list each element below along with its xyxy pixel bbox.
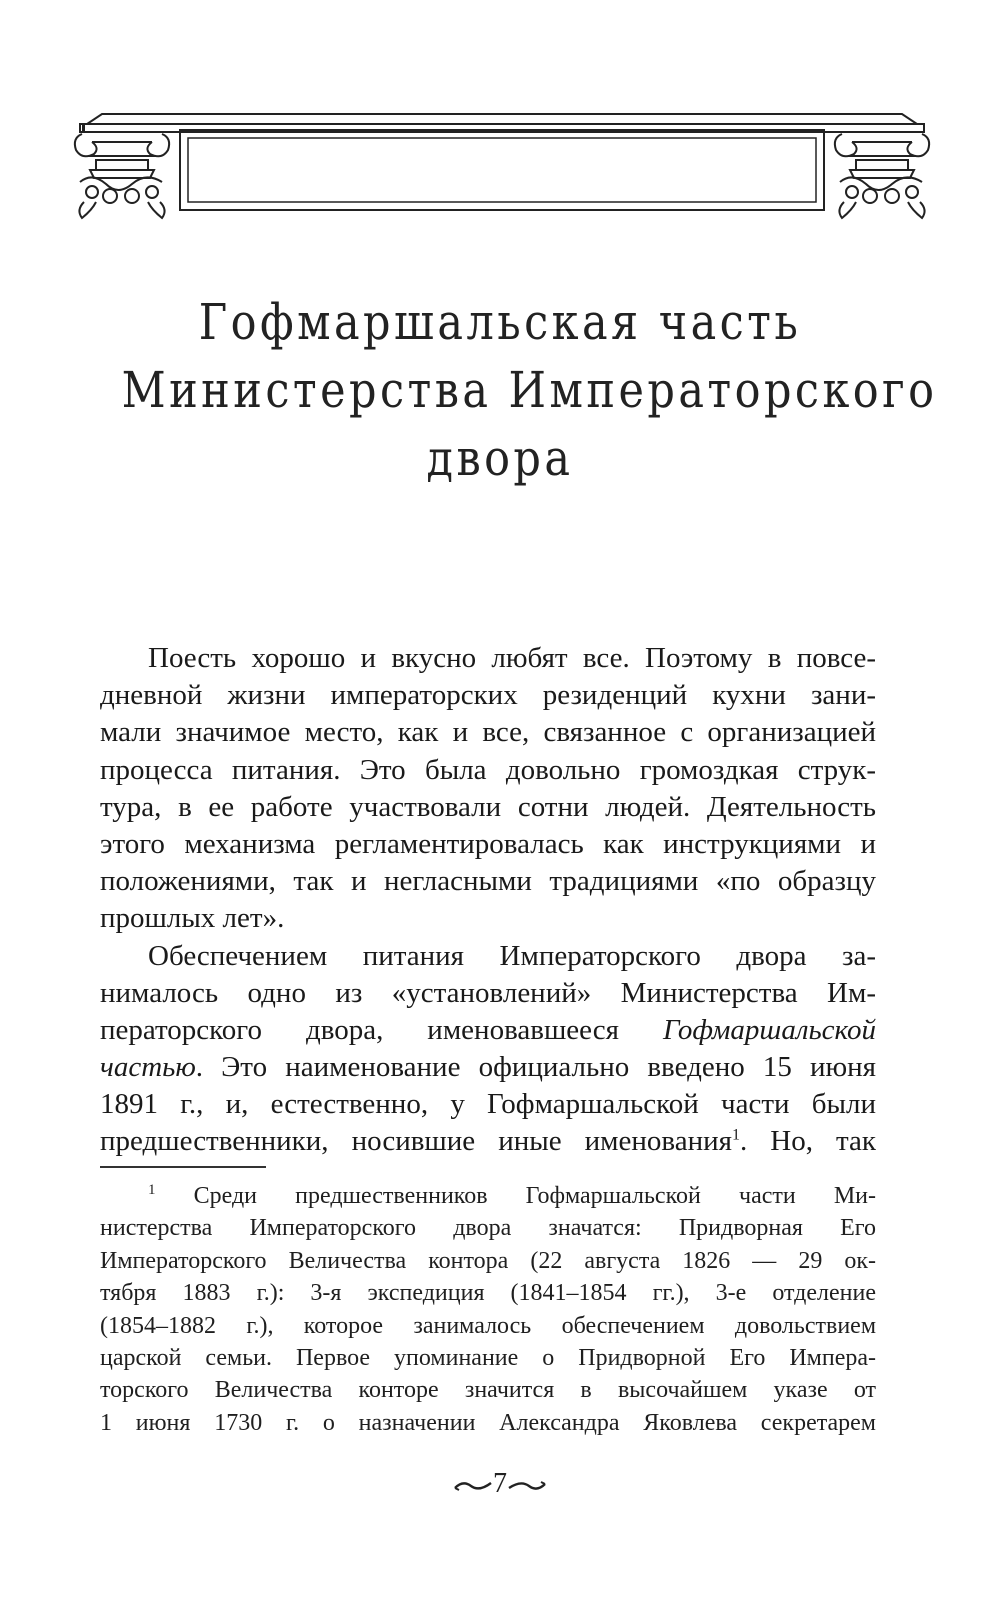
page-number-text: 7 xyxy=(493,1468,507,1499)
footnote-line: Императорского Величества контора (22 августа 1826 — 29 ок- xyxy=(100,1247,876,1274)
footnote-line: царской семьи. Первое упоминание о Придворной Его Импера- xyxy=(100,1344,876,1371)
footnote-line: тября 1883 г.): 3-я экспедиция (1841–1854 гг.), 3-е отделение xyxy=(100,1280,876,1307)
body-line xyxy=(100,1012,876,1049)
body-text-run: . Но, так xyxy=(739,1125,876,1158)
body-line xyxy=(100,1123,876,1160)
page-number xyxy=(0,1468,1000,1500)
tilde-swash-icon xyxy=(507,1478,547,1494)
body-text xyxy=(100,640,876,1161)
footnote-text-run: Среди предшественников Гофмаршальской части Ми- xyxy=(193,1183,876,1209)
body-line: тура, в ее работе участвовали сотни людей. Деятельность xyxy=(100,790,876,823)
footnote xyxy=(100,1180,876,1439)
body-line: нималось одно из «установлений» Министерства Им- xyxy=(100,976,876,1009)
footnote-marker: 1 xyxy=(148,1182,156,1198)
footnote-line: нистерства Императорского двора значатся: Придворная Его xyxy=(100,1215,876,1242)
footnote-reference[interactable]: 1 xyxy=(731,1126,740,1144)
footnote-line xyxy=(100,1180,876,1212)
footnote-line: торского Величества конторе значится в высочайшем указе от xyxy=(100,1377,876,1404)
body-line: мали значимое место, как и все, связанное с организацией xyxy=(100,716,876,749)
body-line: этого механизма регламентировалась как инструкциями и xyxy=(100,827,876,860)
body-line: Обеспечением питания Императорского двора за- xyxy=(148,939,876,972)
footnote-line: (1854–1882 г.), которое занималось обеспечением довольствием xyxy=(100,1312,876,1339)
footnote-divider xyxy=(100,1166,266,1168)
body-line: процесса питания. Это была довольно громоздкая струк- xyxy=(100,753,876,786)
body-line: положениями, так и негласными традициями «по образцу xyxy=(100,865,876,898)
body-text-run: ператорского двора, именовавшееся xyxy=(100,1013,619,1046)
tilde-swash-icon xyxy=(453,1478,493,1494)
footnote-line: 1 июня 1730 г. о назначении Александра Яковлева секретарем xyxy=(100,1409,876,1436)
italic-term: Гофмаршальской xyxy=(662,1013,876,1046)
body-line: Поесть хорошо и вкусно любят все. Поэтому в повсе- xyxy=(148,642,876,674)
chapter-title-line-3: двора xyxy=(426,429,574,487)
body-line: дневной жизни императорских резиденций кухни зани- xyxy=(100,679,876,712)
body-text-run: предшественники, носившие иные именования xyxy=(100,1125,732,1158)
header-ornament-icon xyxy=(62,110,942,235)
chapter-title-line-2: Министерства Императорского xyxy=(121,361,938,419)
body-line: прошлых лет». xyxy=(100,902,285,935)
body-line: 1891 г., и, естественно, у Гофмаршальской части были xyxy=(100,1088,876,1121)
chapter-title xyxy=(121,288,938,492)
body-line xyxy=(100,1049,876,1086)
body-text-run: . Это наименование официально введено 15 июня xyxy=(195,1051,876,1084)
italic-term: частью xyxy=(100,1051,196,1084)
chapter-title-line-1: Гофмаршальская часть xyxy=(198,293,802,351)
